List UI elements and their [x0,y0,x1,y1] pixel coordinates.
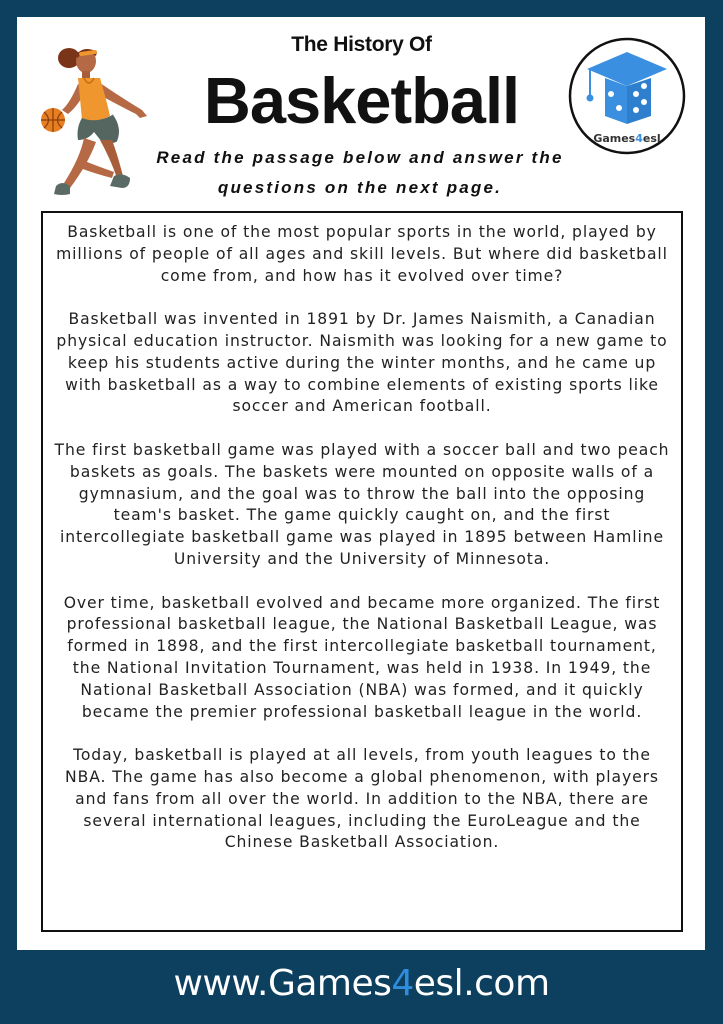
footer-url-prefix: www.Games [173,963,392,1004]
instructions-text: Read the passage below and answer the questions on the next page. [156,148,564,197]
passage-paragraph-3: The first basketball game was played with a soccer ball and two peach baskets as goals. The baskets were mounted on opposite walls of a gymnasium, and the goal was to throw the ball into the opposing team's basket. The game quickly caught on, and the first intercollegiate basketball game was played in 1895 between Hamline University and the University of Minnesota. [54,440,670,568]
logo-text-accent: 4 [635,132,643,145]
svg-text:Games4esl [593,132,660,145]
footer-website-link[interactable] [0,963,723,1004]
footer-url-accent: 4 [391,963,414,1004]
passage-paragraph-4: Over time, basketball evolved and became more organized. The first professional basketball league, the National Basketball League, was formed in 1898, and the first intercollegiate basketball tournament, the National Invitation Tournament, was held in 1938. In 1949, the National Basketball Association (NBA) was formed, and it quickly became the premier professional basketball league in the world. [63,593,661,721]
passage-paragraph-1: Basketball is one of the most popular sports in the world, played by millions of people of all ages and skill levels. But where did basketball come from, and how has it evolved over time? [56,223,668,285]
page-title: Basketball [203,64,520,137]
passage-paragraph-5: Today, basketball is played at all levels, from youth leagues to the NBA. The game has also become a global phenomenon, with players and fans from all over the world. In addition to the NBA, there are several international leagues, including the EuroLeague and the Chinese Basketball Association. [65,746,659,852]
footer-url-suffix: esl.com [413,963,550,1004]
passage-paragraph-2: Basketball was invented in 1891 by Dr. James Naismith, a Canadian physical education instructor. Naismith was looking for a new game to keep his students active during the winter months, and he came up with basketball as a way to combine elements of existing sports like soccer and American football. [56,310,668,416]
page-subtitle: The History Of [291,33,432,56]
reading-passage [43,213,681,854]
logo-text-suffix: esl [642,132,661,145]
games4esl-logo [567,36,687,156]
logo-text-prefix: Games [593,132,636,145]
reading-passage-box [41,211,683,932]
graduation-cap-dice-icon [567,36,687,156]
